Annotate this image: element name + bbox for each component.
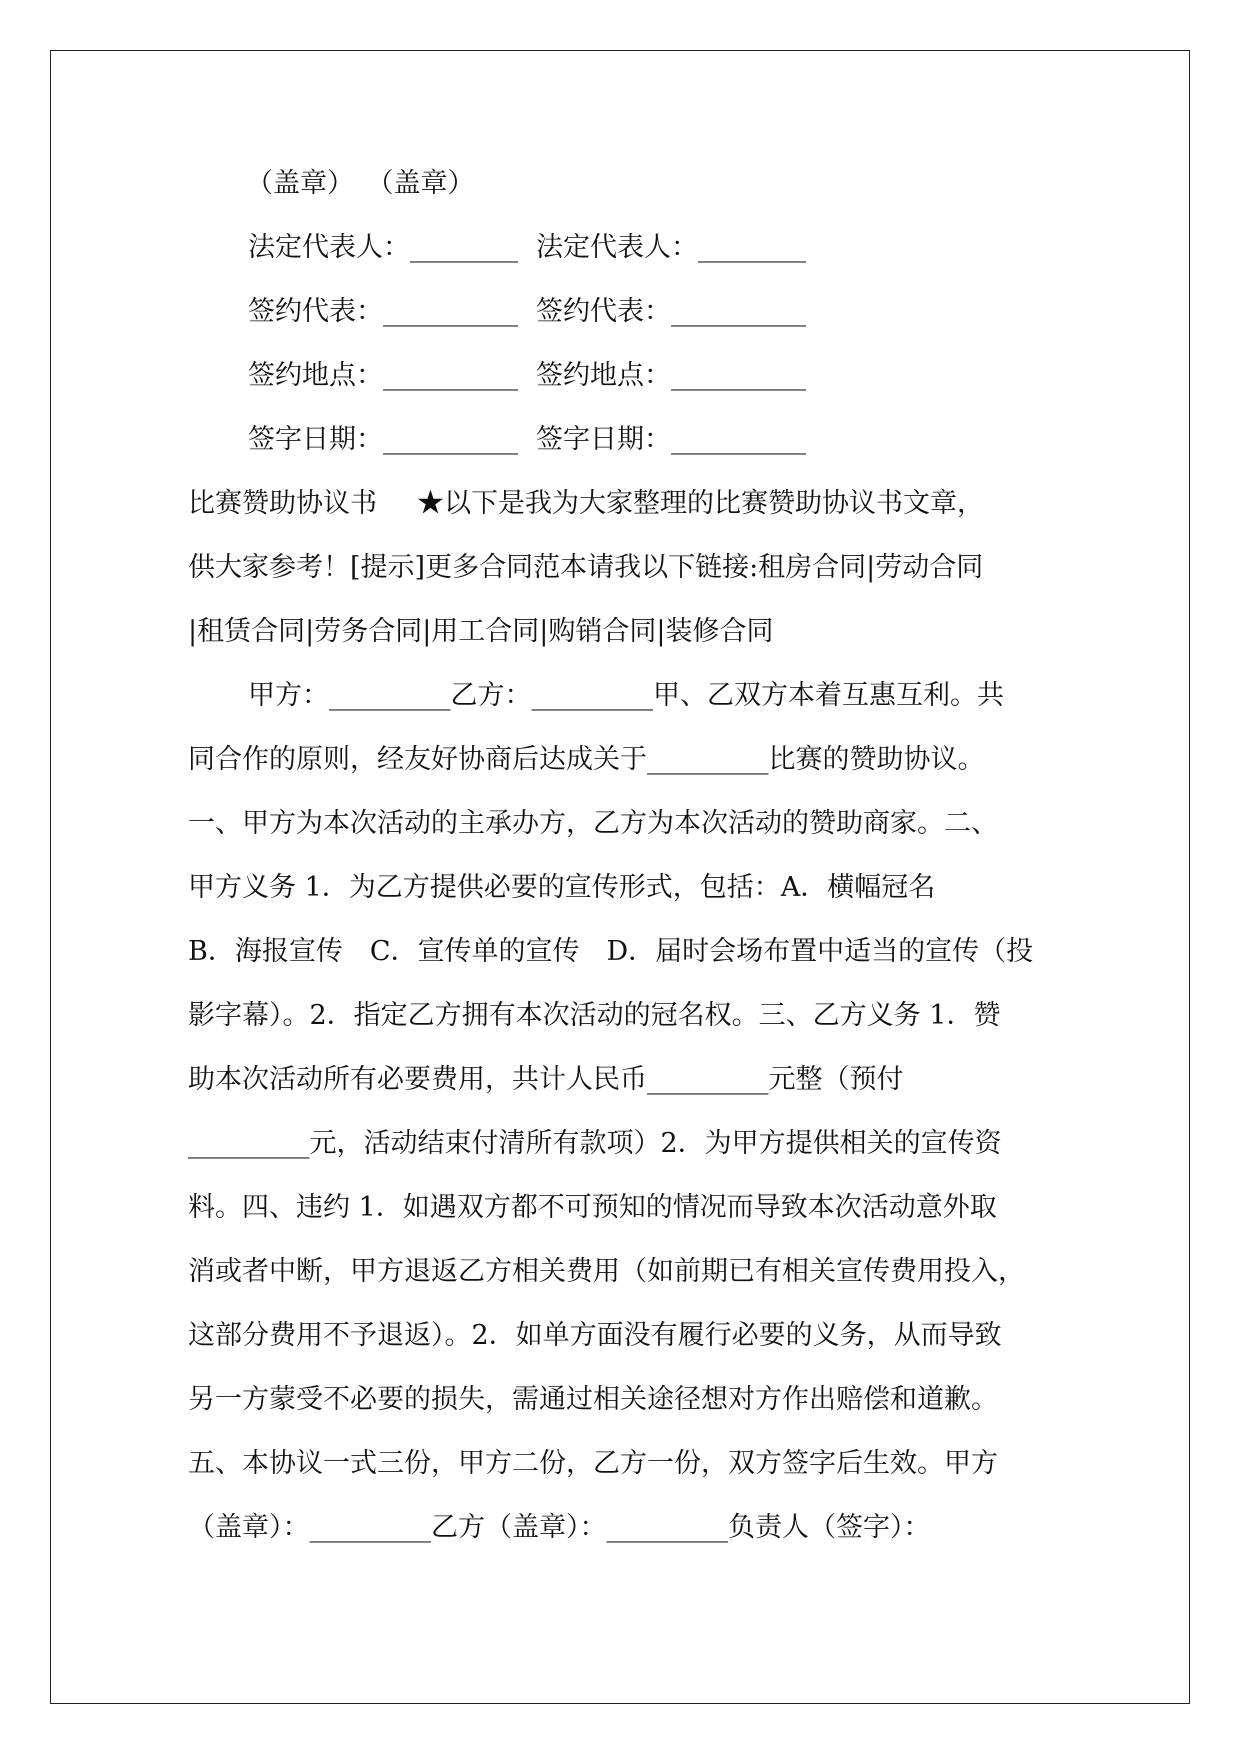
intro-line: 供大家参考！[提示]更多合同范本请我以下链接:租房合同|劳动合同 (188, 552, 984, 583)
body-line: 甲方：_________乙方：_________甲、乙双方本着互惠互利。共 (248, 680, 1004, 711)
signing-place-field-b: 签约地点：__________ (536, 360, 806, 391)
body-line: 一、甲方为本次活动的主承办方，乙方为本次活动的赞助商家。二、 (188, 808, 998, 839)
stamp-label-party-b: （盖章） (380, 168, 475, 199)
signing-date-row (188, 408, 1058, 472)
signing-date-field-b: 签字日期：__________ (536, 424, 806, 455)
intro-text: ★以下是我为大家整理的比赛赞助协议书文章， (417, 488, 984, 519)
intro-line (188, 472, 1058, 536)
body-line: 消或者中断，甲方退返乙方相关费用（如前期已有相关宣传费用投入， (188, 1256, 1025, 1287)
legal-representative-row (188, 216, 1058, 280)
legal-representative-field-b: 法定代表人：________ (536, 232, 806, 263)
signing-place-field-a: 签约地点：__________ (248, 360, 518, 391)
stamp-label-party-a: （盖章） (246, 168, 354, 199)
body-line: 另一方蒙受不必要的损失，需通过相关途径想对方作出赔偿和道歉。 (188, 1384, 998, 1415)
body-line: 影字幕）。2．指定乙方拥有本次活动的冠名权。三、乙方义务 1．赞 (188, 1000, 1001, 1031)
body-line: _________元，活动结束付清所有款项）2．为甲方提供相关的宣传资 (188, 1128, 1002, 1159)
intro-paragraph (188, 472, 1058, 664)
signing-representative-row (188, 280, 1058, 344)
body-line: 同合作的原则，经友好协商后达成关于_________比赛的赞助协议。 (188, 744, 985, 775)
body-line: （盖章）：_________乙方（盖章）：_________负责人（签字）： (188, 1512, 931, 1543)
legal-representative-field-a: 法定代表人：________ (248, 232, 518, 263)
body-line: 助本次活动所有必要费用，共计人民币_________元整（预付 (188, 1064, 904, 1095)
agreement-body-paragraph (188, 664, 1058, 1560)
body-line: 五、本协议一式三份，甲方二份，乙方一份，双方签字后生效。甲方 (188, 1448, 998, 1479)
signing-date-field-a: 签字日期：__________ (248, 424, 518, 455)
signature-stamp-row (188, 152, 1058, 216)
signing-representative-field-b: 签约代表：__________ (536, 296, 806, 327)
document-title: 比赛赞助协议书 (188, 488, 377, 519)
contract-links-line: |租赁合同|劳务合同|用工合同|购销合同|装修合同 (188, 616, 774, 647)
body-line: 甲方义务 1．为乙方提供必要的宣传形式，包括：A．横幅冠名 (188, 872, 936, 903)
body-line: B．海报宣传 C．宣传单的宣传 D．届时会场布置中适当的宣传（投 (188, 936, 1034, 967)
body-line: 这部分费用不予退返）。2．如单方面没有履行必要的义务，从而导致 (188, 1320, 1002, 1351)
document-body (188, 152, 1058, 1560)
signing-place-row (188, 344, 1058, 408)
signing-representative-field-a: 签约代表：__________ (248, 296, 518, 327)
body-line: 料。四、违约 1．如遇双方都不可预知的情况而导致本次活动意外取 (188, 1192, 997, 1223)
